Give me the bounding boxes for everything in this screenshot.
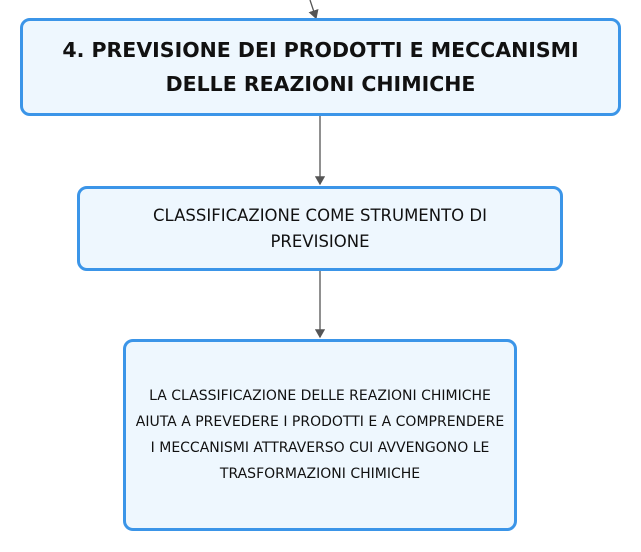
incoming-connector: [310, 0, 316, 18]
subtopic-node[interactable]: [77, 186, 563, 271]
main-topic-text: 4. PREVISIONE DEI PRODOTTI E MECCANISMI DELLE REAZIONI CHIMICHE: [62, 38, 579, 96]
main-topic-node[interactable]: [20, 18, 621, 116]
description-node[interactable]: [123, 339, 517, 531]
description-text: LA CLASSIFICAZIONE DELLE REAZIONI CHIMICHE AIUTA A PREVEDERE I PRODOTTI E A COMPRENDERE I MECCANISMI ATTRAVERSO CUI AVVENGONO LE TRASFORMAZIONI CHIMICHE: [135, 388, 505, 482]
subtopic-text: CLASSIFICAZIONE COME STRUMENTO DI PREVISIONE: [153, 205, 487, 251]
